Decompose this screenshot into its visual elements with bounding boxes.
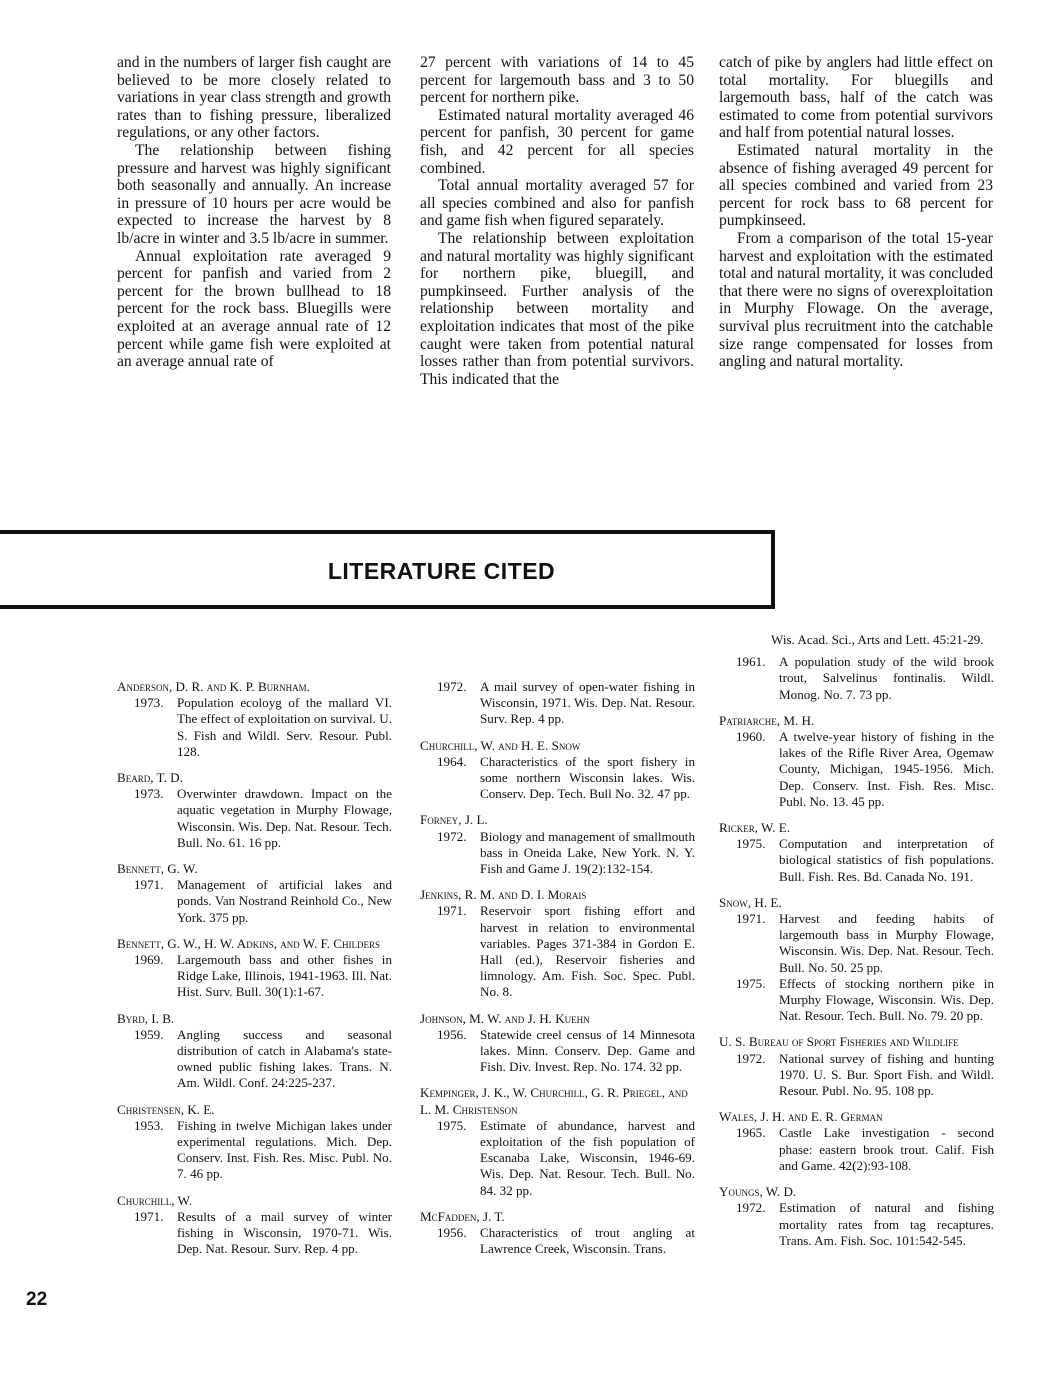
reference-year: 1975. (437, 1117, 467, 1133)
reference-text: Fishing in twelve Michigan lakes under experimental regulations. Mich. Dep. Conserv. Inst. Fish. Res. Misc. Publ. No. 7. 46 pp. (177, 1117, 392, 1182)
reference-text: Castle Lake investigation - second phase: eastern brook trout. Calif. Fish and Game. 42(2):93-108. (779, 1125, 994, 1173)
section-banner (0, 530, 775, 609)
body-paragraph: catch of pike by anglers had little effect on total mortality. For bluegills and largemouth bass, half of the catch was estimated to come from potential survivors and half from potential natural losses. (719, 54, 993, 142)
section-title: LITERATURE CITED (327, 558, 556, 584)
reference-text: Statewide creel census of 14 Minnesota lakes. Minn. Conserv. Dep. Game and Fish. Div. Invest. Rep. No. 174. 32 pp. (480, 1026, 695, 1075)
reference-text: Angling success and seasonal distribution of catch in Alabama's state-owned public fishing lakes. Trans. N. Am. Wildl. Conf. 24:225-237. (177, 1026, 392, 1091)
reference-year: 1971. (134, 877, 164, 893)
reference-text: Reservoir sport fishing effort and harvest in relation to environmental variables. Pages 371-384 in Gordon E. Hall (ed.), Reservoir fisheries and limnology. Am. Fish. Soc. Spec. Publ. No. 8. (480, 903, 695, 1000)
reference-entry (736, 1125, 994, 1174)
reference-year: 1964. (437, 753, 467, 769)
reference-author: Youngs, W. D. (719, 1184, 797, 1200)
reference-year: 1971. (437, 903, 467, 919)
reference-entry (134, 695, 392, 760)
body-paragraph: Total annual mortality averaged 57 for all species combined and also for panfish and game fish when figured separately. (420, 177, 694, 230)
reference-group (420, 887, 695, 1000)
reference-group (719, 820, 994, 885)
reference-author: Snow, H. E. (719, 894, 782, 910)
reference-group (117, 679, 392, 760)
reference-year: 1965. (736, 1125, 766, 1141)
reference-entry (134, 786, 392, 851)
reference-text: Results of a mail survey of winter fishing in Wisconsin, 1970-71. Wis. Dep. Nat. Resour. Surv. Rep. 4 pp. (177, 1208, 392, 1257)
reference-year: 1959. (134, 1026, 164, 1042)
reference-year: 1960. (736, 729, 766, 745)
reference-year: 1961. (736, 654, 766, 670)
reference-year: 1975. (736, 975, 766, 991)
reference-group (719, 1184, 994, 1249)
reference-group (420, 738, 695, 803)
reference-author: Anderson, D. R. and K. P. Burnham. (117, 679, 310, 694)
reference-group (420, 1011, 695, 1076)
reference-group (719, 713, 994, 810)
reference-author: Byrd, I. B. (117, 1010, 175, 1026)
reference-year: 1972. (437, 679, 467, 694)
page-number: 22 (26, 1289, 48, 1310)
reference-author: U. S. Bureau of Sport Fisheries and Wildlife (719, 1034, 959, 1050)
reference-author: Bennett, G. W., H. W. Adkins, and W. F. Childers (117, 935, 381, 951)
body-column-2 (420, 54, 694, 388)
body-paragraph: The relationship between fishing pressure and harvest was highly significant both seasonally and annually. An increase in pressure of 10 hours per acre would be expected to increase the harvest by 8 lb/acre in winter and 3.5 lb/acre in summer. (117, 141, 391, 247)
reference-entry (437, 1118, 695, 1199)
reference-group (719, 895, 994, 1025)
body-paragraph: and in the numbers of larger fish caught are believed to be more closely related to variations in year class strength and growth rates than to fishing pressure, liberalized regulations, or any other factors. (117, 54, 391, 142)
reference-year: 1972. (437, 828, 467, 844)
reference-entry (134, 1209, 392, 1258)
reference-author: McFadden, J. T. (420, 1208, 505, 1224)
body-paragraph: From a comparison of the total 15-year harvest and exploitation with the estimated total and natural mortality, it was concluded that there were no signs of overexploitation in Murphy Flowage. On the average, survival plus recruitment into the catchable size range compensated for losses from angling and natural mortality. (719, 229, 993, 371)
reference-group (117, 936, 392, 1001)
reference-group (117, 770, 392, 851)
reference-entry (437, 829, 695, 878)
reference-year: 1956. (437, 1026, 467, 1042)
references-column-3 (719, 632, 994, 1259)
reference-entry (134, 1118, 392, 1183)
reference-author: Johnson, M. W. and J. H. Kuehn (420, 1010, 590, 1026)
body-column-3 (719, 54, 993, 371)
reference-text: Overwinter drawdown. Impact on the aquatic vegetation in Murphy Flowage, Wisconsin. Wis. Dep. Nat. Resour. Tech. Bull. No. 61. 16 pp. (177, 786, 392, 850)
reference-year: 1956. (437, 1225, 467, 1241)
body-paragraph: The relationship between exploitation and natural mortality was highly significant for northern pike, bluegill, and pumpkinseed. Further analysis of the relationship between mortality and exploitation indicates that most of the pike caught were taken from potential natural losses rather than from potential survivors. This indicated that the (420, 229, 694, 388)
reference-entry (437, 679, 695, 728)
reference-group (719, 654, 994, 703)
reference-text: A twelve-year history of fishing in the lakes of the Rifle River Area, Ogemaw County, Michigan, 1945-1956. Mich. Dep. Conserv. Inst. Fish. Res. Misc. Publ. No. 13. 45 pp. (779, 729, 994, 809)
reference-text: National survey of fishing and hunting 1970. U. S. Bur. Sport Fish. and Wildl. Resour. Publ. No. 95. 108 pp. (779, 1050, 994, 1099)
reference-entry (736, 911, 994, 976)
reference-entry (134, 1027, 392, 1092)
reference-year: 1973. (134, 786, 164, 802)
reference-entry (134, 952, 392, 1001)
reference-group (117, 1102, 392, 1183)
reference-year: 1972. (736, 1200, 766, 1216)
reference-text: A population study of the wild brook trout, Salvelinus fontinalis. Wildl. Monog. No. 7. 73 pp. (779, 654, 994, 702)
reference-author: Patriarche, M. H. (719, 712, 815, 728)
reference-author: Churchill, W. (117, 1192, 192, 1208)
reference-group (420, 679, 695, 728)
reference-author: Christensen, K. E. (117, 1101, 215, 1117)
reference-continuation: Wis. Acad. Sci., Arts and Lett. 45:21-29. (771, 632, 984, 647)
reference-year: 1969. (134, 952, 164, 968)
reference-group (719, 1109, 994, 1174)
reference-text: Largemouth bass and other fishes in Ridge Lake, Illinois, 1941-1963. Ill. Nat. Hist. Surv. Bull. 30(1):1-67. (177, 952, 392, 1000)
body-paragraph: Annual exploitation rate averaged 9 percent for panfish and varied from 2 percent for the brown bullhead to 18 percent for the rock bass. Bluegills were exploited at an average annual rate of 12 percent while game fish were exploited at an average annual rate of (117, 247, 391, 371)
reference-group (117, 1011, 392, 1092)
reference-entry (437, 1225, 695, 1257)
body-column-1 (117, 54, 391, 371)
reference-entry (736, 836, 994, 885)
reference-group (420, 1209, 695, 1258)
reference-entry (736, 729, 994, 810)
reference-entry (437, 1027, 695, 1076)
reference-year: 1971. (736, 911, 766, 927)
reference-year: 1971. (134, 1208, 164, 1224)
reference-author: Beard, T. D. (117, 770, 183, 786)
reference-entry (437, 903, 695, 1000)
reference-text: Effects of stocking northern pike in Murphy Flowage, Wisconsin. Wis. Dep. Nat. Resour. Tech. Bull. No. 79. 20 pp. (779, 975, 994, 1024)
reference-author: Wales, J. H. and E. R. German (719, 1109, 883, 1125)
reference-author: Kempinger, J. K., W. Churchill, G. R. Priegel, and L. M. Christenson (420, 1085, 688, 1117)
reference-entry (736, 976, 994, 1025)
reference-author: Forney, J. L. (420, 812, 488, 828)
reference-entry (736, 654, 994, 703)
references-column-2 (420, 679, 695, 1268)
reference-year: 1953. (134, 1117, 164, 1133)
references-list (719, 654, 994, 1249)
reference-group (117, 861, 392, 926)
reference-author: Churchill, W. and H. E. Snow (420, 737, 581, 753)
reference-author: Jenkins, R. M. and D. I. Morais (420, 887, 587, 903)
reference-entry (736, 1051, 994, 1100)
reference-year: 1973. (134, 695, 164, 711)
reference-text: Characteristics of trout angling at Lawrence Creek, Wisconsin. Trans. (480, 1225, 695, 1257)
reference-group (117, 1193, 392, 1258)
body-paragraph: Estimated natural mortality averaged 46 percent for panfish, 30 percent for game fish, and 42 percent for all species combined. (420, 106, 694, 177)
body-paragraph: 27 percent with variations of 14 to 45 percent for largemouth bass and 3 to 50 percent for northern pike. (420, 54, 694, 107)
reference-year: 1972. (736, 1050, 766, 1066)
reference-text: Characteristics of the sport fishery in some northern Wisconsin lakes. Wis. Conserv. Dep. Tech. Bull No. 32. 47 pp. (480, 753, 695, 802)
reference-entry (437, 754, 695, 803)
references-column-1 (117, 679, 392, 1268)
reference-text: Estimate of abundance, harvest and exploitation of the fish population of Escanaba Lake, Wisconsin, 1946-69. Wis. Dep. Nat. Resour. Tech. Bull. No. 84. 32 pp. (480, 1117, 695, 1198)
reference-text: Management of artificial lakes and ponds. Van Nostrand Reinhold Co., New York. 375 pp. (177, 877, 392, 925)
reference-entry (736, 1200, 994, 1249)
reference-year: 1975. (736, 836, 766, 852)
reference-group (420, 812, 695, 877)
reference-text: Population ecoloyg of the mallard VI. The effect of exploitation on survival. U. S. Fish and Wildl. Serv. Resour. Publ. 128. (177, 695, 392, 759)
reference-text: Harvest and feeding habits of largemouth bass in Murphy Flowage, Wisconsin. Wis. Dep. Nat. Resour. Tech. Bull. No. 50. 25 pp. (779, 911, 994, 975)
reference-text: Computation and interpretation of biological statistics of fish populations. Bull. Fish. Res. Bd. Canada No. 191. (779, 836, 994, 884)
reference-author: Ricker, W. E. (719, 820, 791, 836)
reference-group (420, 1085, 695, 1198)
reference-entry (134, 877, 392, 926)
reference-author: Bennett, G. W. (117, 861, 198, 877)
reference-text: Estimation of natural and fishing mortality rates from tag recaptures. Trans. Am. Fish. Soc. 101:542-545. (779, 1200, 994, 1248)
body-paragraph: Estimated natural mortality in the absence of fishing averaged 49 percent for all species combined and varied from 23 percent for rock bass to 68 percent for pumpkinseed. (719, 141, 993, 230)
reference-text: Biology and management of smallmouth bass in Oneida Lake, New York. N. Y. Fish and Game J. 19(2):132-154. (480, 828, 695, 877)
reference-group (719, 1034, 994, 1099)
reference-text: A mail survey of open-water fishing in Wisconsin, 1971. Wis. Dep. Nat. Resour. Surv. Rep. 4 pp. (480, 679, 695, 727)
